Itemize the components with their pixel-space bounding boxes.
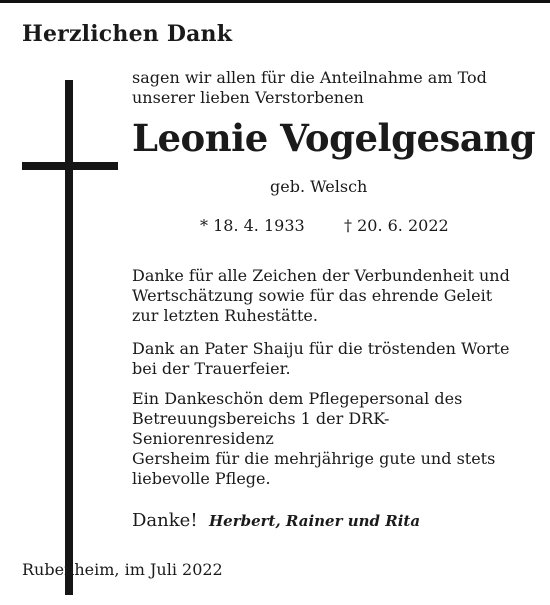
signers: Herbert, Rainer und Rita	[209, 512, 421, 530]
cross-icon-horizontal-beam	[22, 162, 118, 170]
cross-icon-vertical-beam	[65, 80, 73, 595]
paragraph-line: bei der Trauerfeier.	[132, 359, 291, 378]
closing-thanks: Danke!	[132, 510, 198, 531]
intro-line: sagen wir allen für die Anteilnahme am Tod	[132, 68, 487, 87]
deceased-name: Leonie Vogelgesang	[132, 116, 536, 160]
place-date: Rubenheim, im Juli 2022	[22, 560, 223, 579]
heading: Herzlichen Dank	[22, 21, 233, 47]
thanks-paragraph	[132, 389, 532, 489]
birth-date: * 18. 4. 1933	[200, 216, 305, 235]
paragraph-line: Wertschätzung sowie für das ehrende Geleit	[132, 286, 493, 305]
paragraph-line: Danke für alle Zeichen der Verbundenheit und	[132, 266, 510, 285]
thanks-paragraph	[132, 339, 532, 379]
paragraph-line: zur letzten Ruhestätte.	[132, 306, 318, 325]
paragraph-line: Gersheim für die mehrjährige gute und stets	[132, 449, 496, 468]
intro-line: unserer lieben Verstorbenen	[132, 88, 364, 107]
paragraph-line: liebevolle Pflege.	[132, 469, 271, 488]
death-date: † 20. 6. 2022	[344, 216, 449, 235]
paragraph-line: Dank an Pater Shaiju für die tröstenden Worte	[132, 339, 510, 358]
intro-text	[132, 68, 532, 108]
paragraph-line: Betreuungsbereichs 1 der DRK- Seniorenresidenz	[132, 409, 390, 448]
maiden-name: geb. Welsch	[270, 177, 368, 196]
paragraph-line: Ein Dankeschön dem Pflegepersonal des	[132, 389, 463, 408]
thanks-paragraph	[132, 266, 532, 326]
